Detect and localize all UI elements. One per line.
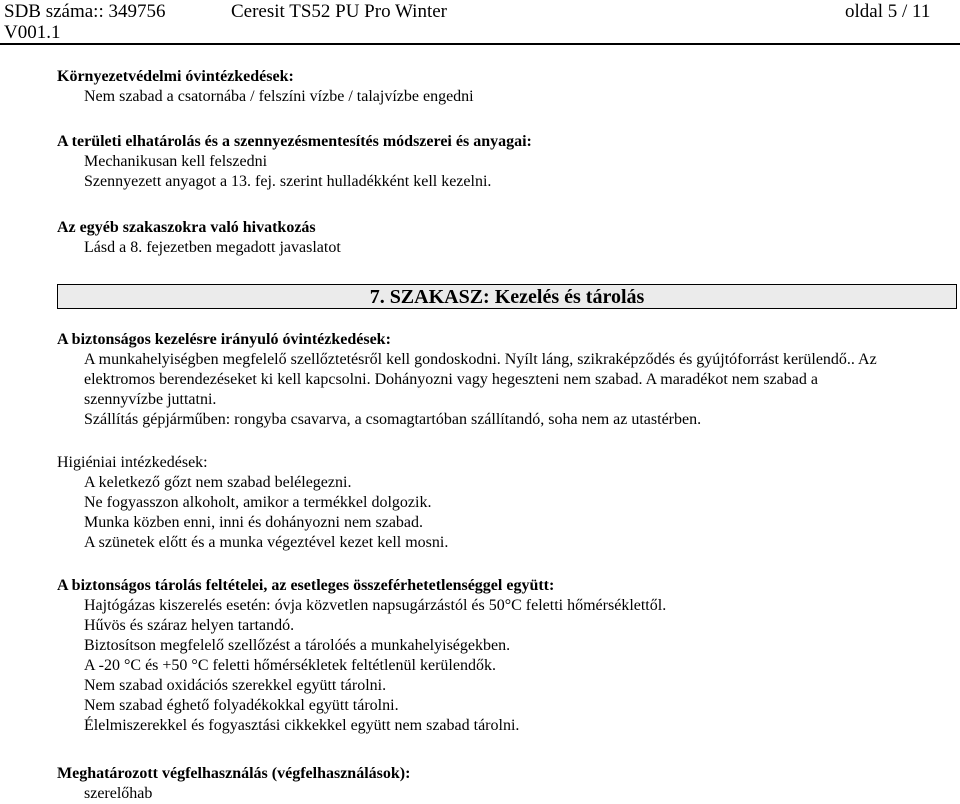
text-line: Hűvös és száraz helyen tartandó. <box>84 617 295 634</box>
header-divider <box>0 43 960 45</box>
section-heading: A területi elhatárolás és a szennyezésmentesítés módszerei és anyagai: <box>57 133 532 150</box>
section-heading: A biztonságos tárolás feltételei, az esetleges összeférhetetlenséggel együtt: <box>57 577 555 594</box>
text-line: Szállítás gépjárműben: rongyba csavarva, a csomagtartóban szállítandó, soha nem az utastérben. <box>84 411 702 428</box>
text-line: Ne fogyasszon alkoholt, amikor a termékkel dolgozik. <box>84 494 432 511</box>
version: V001.1 <box>4 22 61 43</box>
text-line: Nem szabad éghető folyadékokkal együtt tárolni. <box>84 697 399 714</box>
text-line: Mechanikusan kell felszedni <box>84 153 268 170</box>
text-line: A szünetek előtt és a munka végeztével kezet kell mosni. <box>84 534 449 551</box>
section-heading: Az egyéb szakaszokra való hivatkozás <box>57 219 316 236</box>
page-header <box>0 0 960 44</box>
text-line: elektromos berendezéseket ki kell kapcsolni. Dohányozni vagy hegeszteni nem szabad. A maradékot nem szabad a <box>84 371 818 388</box>
section-heading: Környezetvédelmi óvintézkedések: <box>57 68 294 85</box>
text-line: Munka közben enni, inni és dohányozni nem szabad. <box>84 514 424 531</box>
text-line: Hajtógázas kiszerelés esetén: óvja közvetlen napsugárzástól és 50°C feletti hőmérséklettől. <box>84 597 667 614</box>
text-line: A keletkező gőzt nem szabad belélegezni. <box>84 474 352 491</box>
text-line: Lásd a 8. fejezetben megadott javaslatot <box>84 239 341 256</box>
text-line: Nem szabad oxidációs szerekkel együtt tárolni. <box>84 677 387 694</box>
text-line: Élelmiszerekkel és fogyasztási cikkekkel együtt nem szabad tárolni. <box>84 717 520 734</box>
section-heading: Higiéniai intézkedések: <box>57 454 208 471</box>
section-7-banner <box>57 284 957 309</box>
text-line: A -20 °C és +50 °C feletti hőmérsékletek feltétlenül kerülendők. <box>84 657 496 674</box>
product-name: Ceresit TS52 PU Pro Winter <box>231 1 447 22</box>
text-line: Szennyezett anyagot a 13. fej. szerint hulladékként kell kezelni. <box>84 173 492 190</box>
section-heading: Meghatározott végfelhasználás (végfelhasználások): <box>57 765 411 782</box>
page-number: oldal 5 / 11 <box>845 1 931 22</box>
text-line: szennyvízbe juttatni. <box>84 391 217 408</box>
section-heading: A biztonságos kezelésre irányuló óvintézkedések: <box>57 331 391 348</box>
section-7-title: 7. SZAKASZ: Kezelés és tárolás <box>369 286 645 308</box>
text-line: szerelőhab <box>84 785 153 802</box>
sdb-number: SDB száma:: 349756 <box>4 1 166 22</box>
text-line: Biztosítson megfelelő szellőzést a tárolóés a munkahelyiségekben. <box>84 637 511 654</box>
text-line: Nem szabad a csatornába / felszíni vízbe / talajvízbe engedni <box>84 88 474 105</box>
text-line: A munkahelyiségben megfelelő szellőztetésről kell gondoskodni. Nyílt láng, szikraképződés és gyújtóforrást kerülendő.. Az <box>84 351 877 368</box>
